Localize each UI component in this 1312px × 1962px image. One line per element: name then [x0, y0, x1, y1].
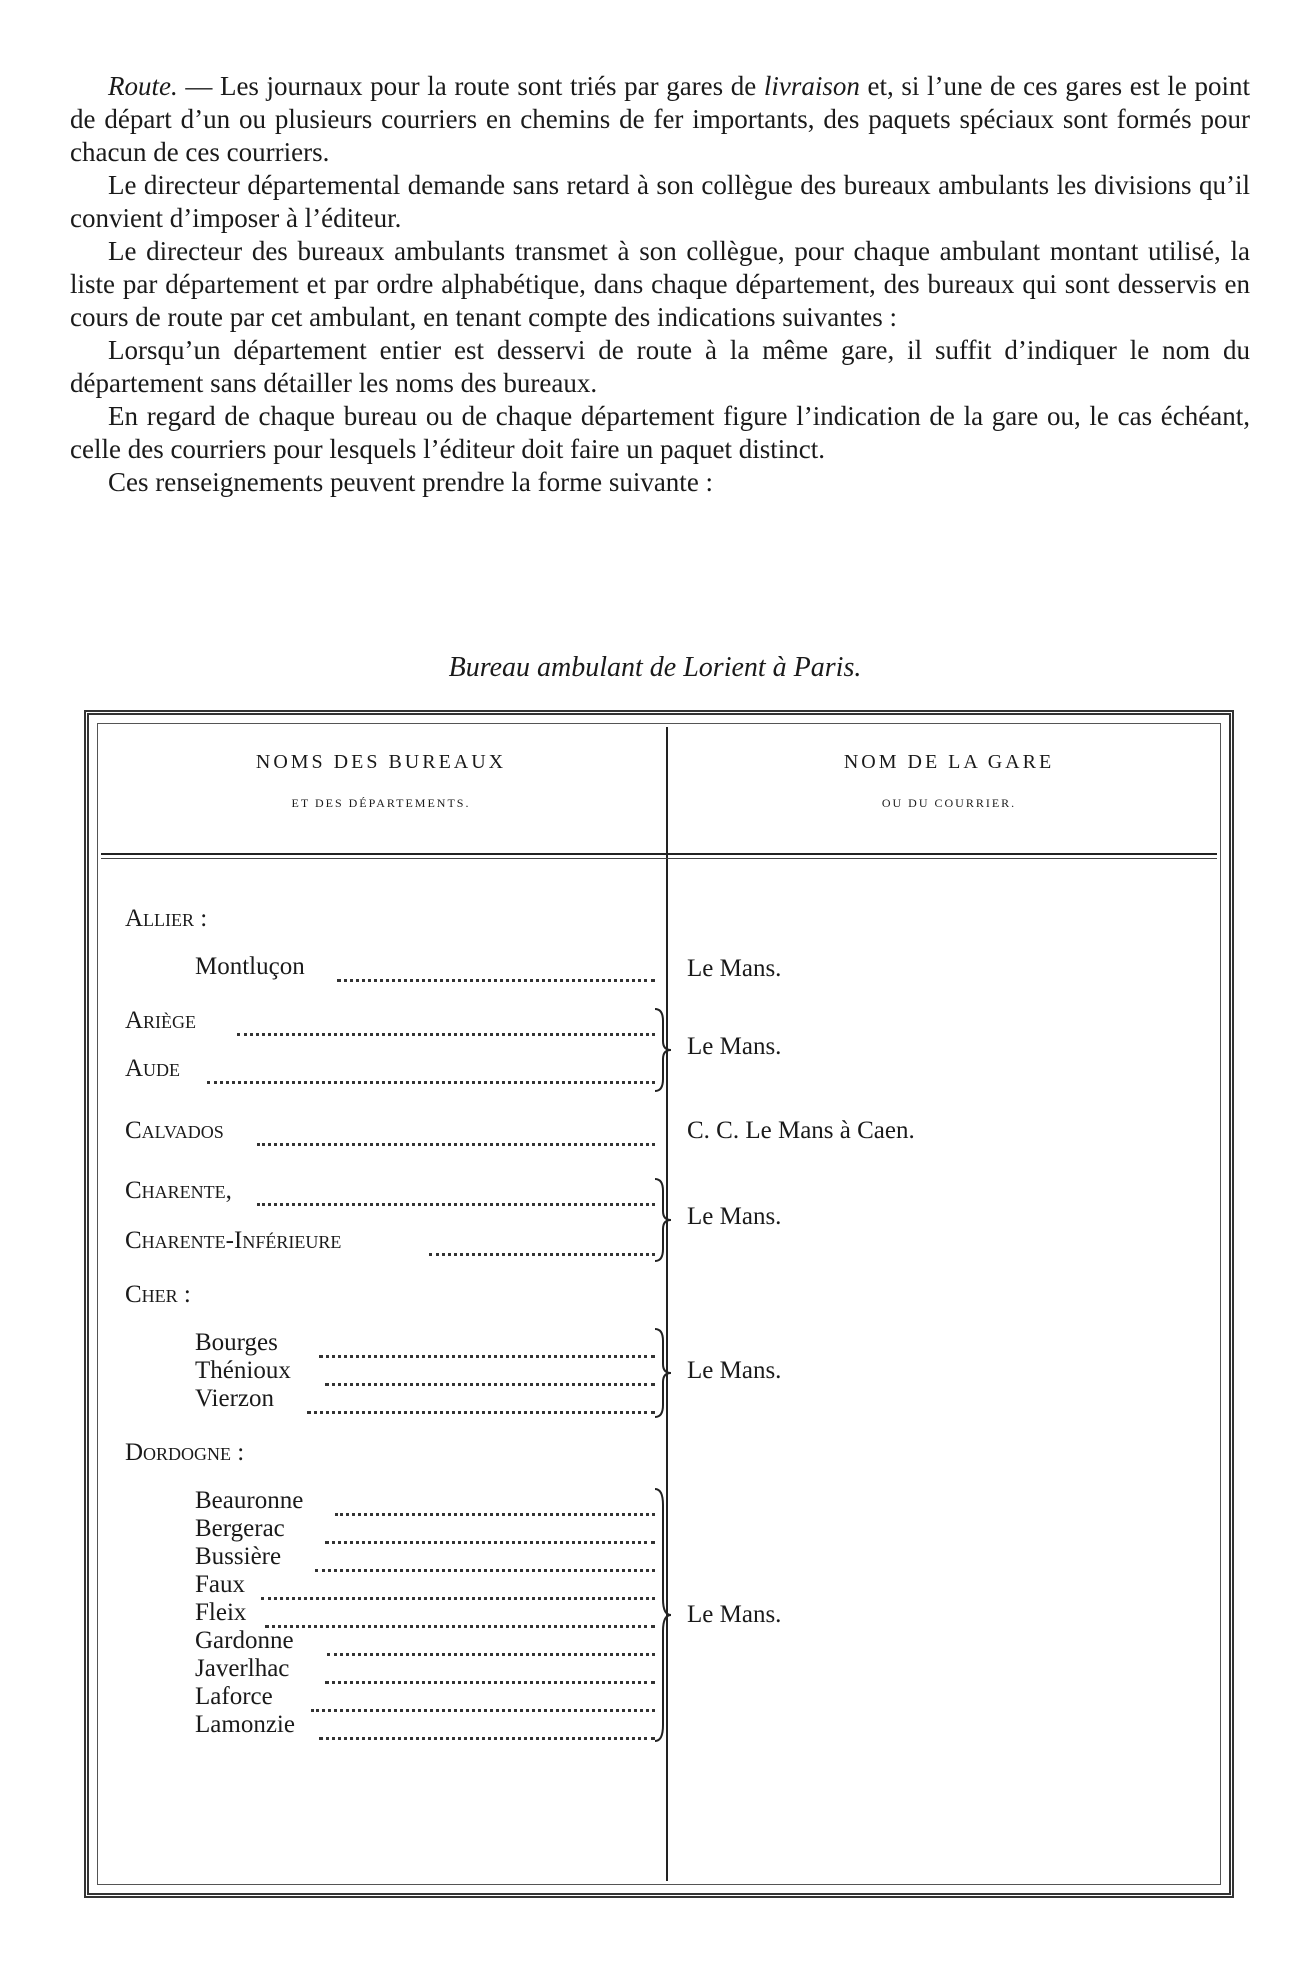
gare-entry: C. C. Le Mans à Caen. — [687, 1117, 915, 1144]
paragraph: Lorsqu’un département entier est desservi de route à la même gare, il suffit d’indiquer le nom du département sans détailler les noms des bureaux. — [70, 335, 1250, 398]
column-header-subtitle: ET DES DÉPARTEMENTS. — [291, 796, 471, 810]
table-row-department: Charente-Inférieure — [125, 1227, 342, 1254]
table-row-department: Ariège — [125, 1007, 197, 1034]
dot-leader — [307, 1411, 655, 1414]
dot-leader — [257, 1143, 655, 1146]
table-row-department: Calvados — [125, 1117, 224, 1144]
column-header-gare — [669, 751, 1229, 811]
gare-entry: Le Mans. — [687, 1601, 782, 1628]
dot-leader — [319, 1355, 655, 1358]
brace-icon — [651, 1007, 675, 1093]
brace-icon — [651, 1487, 675, 1743]
paragraph-emphasis: livraison — [763, 71, 860, 101]
table-caption: Bureau ambulant de Lorient à Paris. — [448, 652, 862, 683]
dot-leader — [207, 1081, 655, 1084]
gare-entry: Le Mans. — [687, 1357, 782, 1384]
paragraph-text: et, si l’une de ces gares est le point de départ d’un ou plusieurs courriers en chemins de fer importants, des paquets spéciaux sont formés pour chacun de ces courriers. — [70, 71, 1250, 167]
column-header-title: NOM DE LA GARE — [843, 751, 1055, 773]
dot-leader — [325, 1383, 655, 1386]
table-row-department: Aude — [125, 1055, 181, 1082]
document-page — [70, 70, 1250, 683]
dot-leader — [265, 1625, 655, 1628]
table-row-department: Charente, — [125, 1177, 232, 1204]
table-row-department: Cher : — [125, 1281, 191, 1308]
table-row-bureau: Beauronne — [195, 1487, 304, 1514]
header-rule — [101, 853, 1217, 859]
paragraph: En regard de chaque bureau ou de chaque département figure l’indication de la gare ou, le cas échéant, celle des courriers pour lesquels l’éditeur doit faire un paquet distinct. — [70, 401, 1250, 464]
table-row-bureau: Lamonzie — [195, 1711, 295, 1738]
dot-leader — [335, 1513, 655, 1516]
brace-icon — [651, 1327, 675, 1419]
dot-leader — [257, 1203, 655, 1206]
table-row-bureau: Fleix — [195, 1599, 247, 1626]
dot-leader — [327, 1653, 655, 1656]
dot-leader — [315, 1569, 655, 1572]
paragraph: Le directeur des bureaux ambulants transmet à son collègue, pour chaque ambulant montant utilisé, la liste par département et par ordre alphabétique, dans chaque département, des bureaux qui sont desservis en cours de route par cet ambulant, en tenant compte des indications suivantes : — [70, 236, 1250, 332]
table-row-bureau: Javerlhac — [195, 1655, 290, 1682]
table-row-department: Allier : — [125, 905, 208, 932]
dot-leader — [325, 1541, 655, 1544]
dot-leader — [261, 1597, 655, 1600]
table-frame — [84, 710, 1234, 1898]
gare-entry: Le Mans. — [687, 1203, 782, 1230]
table-row-bureau: Bussière — [195, 1543, 282, 1570]
column-header-bureaux — [101, 751, 661, 811]
paragraph: Le directeur départemental demande sans retard à son collègue des bureaux ambulants les divisions qu’il convient d’imposer à l’éditeur. — [70, 170, 1250, 233]
column-header-subtitle: OU DU COURRIER. — [881, 796, 1017, 810]
brace-icon — [651, 1177, 675, 1263]
paragraph-intro: Route. — [108, 71, 178, 101]
table-row-bureau: Bourges — [195, 1329, 278, 1356]
table-row-bureau: Vierzon — [195, 1385, 275, 1412]
table-row-bureau: Bergerac — [195, 1515, 285, 1542]
dot-leader — [429, 1253, 655, 1256]
dot-leader — [325, 1681, 655, 1684]
paragraph: Ces renseignements peuvent prendre la forme suivante : — [108, 467, 714, 497]
dot-leader — [319, 1737, 655, 1740]
column-header-title: NOMS DES BUREAUX — [255, 751, 507, 773]
paragraph-route — [70, 70, 1250, 169]
table-row-bureau: Laforce — [195, 1683, 273, 1710]
paragraph-text: — Les journaux pour la route sont triés par gares de — [177, 71, 764, 101]
dot-leader — [311, 1709, 655, 1712]
table-row-bureau: Montluçon — [195, 953, 305, 980]
table-row-bureau: Gardonne — [195, 1627, 294, 1654]
dot-leader — [237, 1033, 655, 1036]
gare-entry: Le Mans. — [687, 955, 782, 982]
gare-entry: Le Mans. — [687, 1033, 782, 1060]
table-row-department: Dordogne : — [125, 1439, 245, 1466]
dot-leader — [337, 979, 655, 982]
table-row-bureau: Faux — [195, 1571, 245, 1598]
table-row-bureau: Thénioux — [195, 1357, 291, 1384]
